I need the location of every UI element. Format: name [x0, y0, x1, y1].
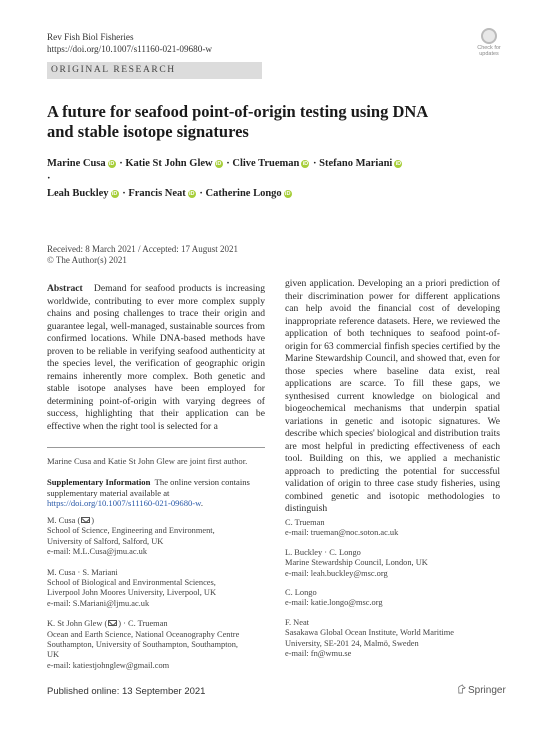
abstract-right-column: [285, 278, 500, 516]
author-separator: ·: [116, 158, 126, 169]
springer-horse-icon: [457, 684, 466, 694]
affiliation-block: [285, 618, 500, 660]
author-separator: ·: [310, 158, 320, 169]
affiliation-email[interactable]: e-mail: katie.longo@msc.org: [285, 598, 383, 608]
affiliation-names: K. St John Glew ( ) · C. Trueman: [47, 619, 168, 629]
section-banner-label: ORIGINAL RESEARCH: [51, 65, 176, 75]
orcid-icon[interactable]: iD: [284, 191, 291, 197]
author-name[interactable]: Katie St John Glew: [125, 158, 213, 169]
doi-link[interactable]: https://doi.org/10.1007/s11160-021-09680-w: [47, 43, 213, 54]
supplementary-info: Supplementary Information The online version contains supplementary material available at https://doi.org/10.1007/s11160-021-09680-w.: [47, 477, 250, 508]
affiliation-names: [285, 588, 500, 598]
abstract-text-left: Demand for seafood products is increasing worldwide, contributing to ever more complex supply chains and posing challenges to trace their origin and guarantee legal, well-managed, sustainable sources from confirmed locations. While DNA-based methods have proven to be reliable in verifying seafood authenticity at the species level, the verification of geographic origin remains inherently more complex. Both genetic and stable isotope analyses have been employed for determining point-of-origin with varying degrees of success, highlighting that their application can be effective when the right tool is selected for a: [47, 283, 265, 432]
affiliation-email[interactable]: e-mail: M.L.Cusa@jmu.ac.uk: [47, 547, 148, 557]
author-separator: ·: [196, 188, 206, 199]
affiliation-block: [285, 518, 500, 539]
affiliation-line: University of Salford, Salford, UK: [47, 536, 164, 546]
affiliation-line: University, SE-201 24, Malmö, Sweden: [285, 638, 419, 648]
supp-link[interactable]: https://doi.org/10.1007/s11160-021-09680-w: [47, 498, 201, 508]
affiliation-line: Southampton, University of Southampton, Southampton,: [47, 640, 238, 650]
affiliation-block: [47, 568, 265, 610]
affiliation-names: M. Cusa ( ): [47, 516, 95, 525]
author-line-1: [47, 156, 407, 186]
published-online: Published online: 13 September 2021: [47, 686, 206, 697]
supp-label: Supplementary Information: [47, 477, 151, 487]
orcid-icon[interactable]: iD: [111, 191, 118, 197]
author-name[interactable]: Francis Neat: [128, 188, 186, 199]
journal-name: Rev Fish Biol Fisheries: [47, 32, 134, 42]
affiliation-block: [285, 588, 500, 609]
abstract-text-right: given application. Developing an a priori prediction of their discrimination power for different applications can help avoid the financial cost of developing inappropriate reference datasets. Here, we reviewed the application of both techniques to seafood point-of-origin for 63 commercial finfish species certified by the Marine Stewardship Council, and showed that, even for those species where baseline data exist, real applications are scarce. To fill these gaps, we synthesised current knowledge on biological and biogeochemical mechanisms that underpin spatial variations in genetic and isotopic signatures. We describe which species' biological and distribution traits are most helpful in predicting effectiveness of each tool. Building on this, we applied a mechanistic approach to predicting the potential for successful validation of origin to three case study fisheries, using combined genetic and isotopic methodologies to distinguish: [285, 278, 500, 514]
affiliation-author: C. Trueman: [285, 518, 325, 527]
orcid-icon[interactable]: iD: [215, 161, 222, 167]
affiliation-names: [285, 618, 500, 628]
author-name[interactable]: Clive Trueman: [232, 158, 300, 169]
crossmark-icon: [481, 28, 497, 44]
publisher-logo: [457, 684, 506, 696]
article-dates: [47, 244, 238, 265]
orcid-icon[interactable]: iD: [108, 161, 115, 167]
affiliation-author: F. Neat: [285, 617, 309, 627]
affiliation-email[interactable]: e-mail: fn@wmu.se: [285, 649, 352, 659]
abstract-left-column: [47, 283, 265, 433]
affiliations-left: [47, 516, 265, 671]
affiliations-right: [285, 518, 500, 659]
affiliation-email[interactable]: e-mail: katiestjohnglew@gmail.com: [47, 660, 170, 670]
article-title: A future for seafood point-of-origin testing using DNA and stable isotope signatures: [47, 102, 429, 141]
affiliation-author: L. Buckley · C. Longo: [285, 547, 361, 557]
affiliation-names: [285, 518, 500, 528]
publisher-name: Springer: [468, 685, 506, 696]
affiliation-names: [47, 568, 265, 578]
copyright: © The Author(s) 2021: [47, 254, 127, 265]
author-list: [47, 156, 407, 201]
author-name[interactable]: Stefano Mariani: [319, 158, 393, 169]
orcid-icon[interactable]: iD: [189, 191, 195, 197]
orcid-icon[interactable]: iD: [395, 161, 402, 167]
affiliation-email[interactable]: e-mail: trueman@noc.soton.ac.uk: [285, 528, 399, 538]
affiliation-block: [47, 516, 265, 558]
affiliation-email[interactable]: e-mail: S.Mariani@ljmu.ac.uk: [47, 598, 150, 608]
affiliation-author: K. St John Glew: [47, 619, 103, 629]
affiliation-line: School of Biological and Environmental Sciences,: [47, 578, 216, 588]
joint-author-note: Marine Cusa and Katie St John Glew are joint first author.: [47, 456, 248, 466]
author-separator: ·: [223, 158, 233, 169]
check-for-updates-button[interactable]: [473, 28, 505, 57]
affiliation-line: Sasakawa Global Ocean Institute, World Maritime: [285, 628, 454, 638]
supp-text: The online version contains supplementary material available at: [47, 477, 250, 498]
envelope-icon[interactable]: [108, 620, 117, 626]
author-line-2: [47, 186, 407, 201]
affiliation-block: [47, 619, 265, 671]
received-accepted: Received: 8 March 2021 / Accepted: 17 August 2021: [47, 244, 238, 254]
crossmark-label: Check for updates: [477, 45, 501, 57]
affiliation-author: M. Cusa · S. Mariani: [47, 567, 118, 577]
author-separator: ·: [47, 173, 51, 184]
affiliation-names: [285, 548, 500, 558]
affiliation-line: School of Science, Engineering and Environment,: [47, 526, 215, 536]
affiliation-line: UK: [47, 650, 60, 660]
envelope-icon[interactable]: [81, 517, 90, 523]
author-name[interactable]: Leah Buckley: [47, 188, 109, 199]
affiliation-email[interactable]: e-mail: leah.buckley@msc.org: [285, 568, 388, 578]
affiliation-line: Marine Stewardship Council, London, UK: [285, 558, 428, 568]
author-name[interactable]: Catherine Longo: [205, 188, 282, 199]
orcid-icon[interactable]: iD: [302, 161, 309, 167]
section-banner: [47, 62, 262, 79]
author-separator: ·: [119, 188, 129, 199]
affiliation-line: Liverpool John Moores University, Liverpool, UK: [47, 588, 217, 598]
affiliation-block: [285, 548, 500, 579]
footnote-divider: [47, 447, 265, 448]
affiliation-author: · C. Trueman: [121, 619, 168, 629]
affiliation-author: C. Longo: [285, 588, 317, 598]
journal-header: [47, 32, 212, 55]
affiliation-author: M. Cusa: [47, 516, 76, 525]
author-name[interactable]: Marine Cusa: [47, 158, 106, 169]
abstract-label: Abstract: [47, 283, 83, 294]
affiliation-line: Ocean and Earth Science, National Oceanography Centre: [47, 629, 240, 639]
